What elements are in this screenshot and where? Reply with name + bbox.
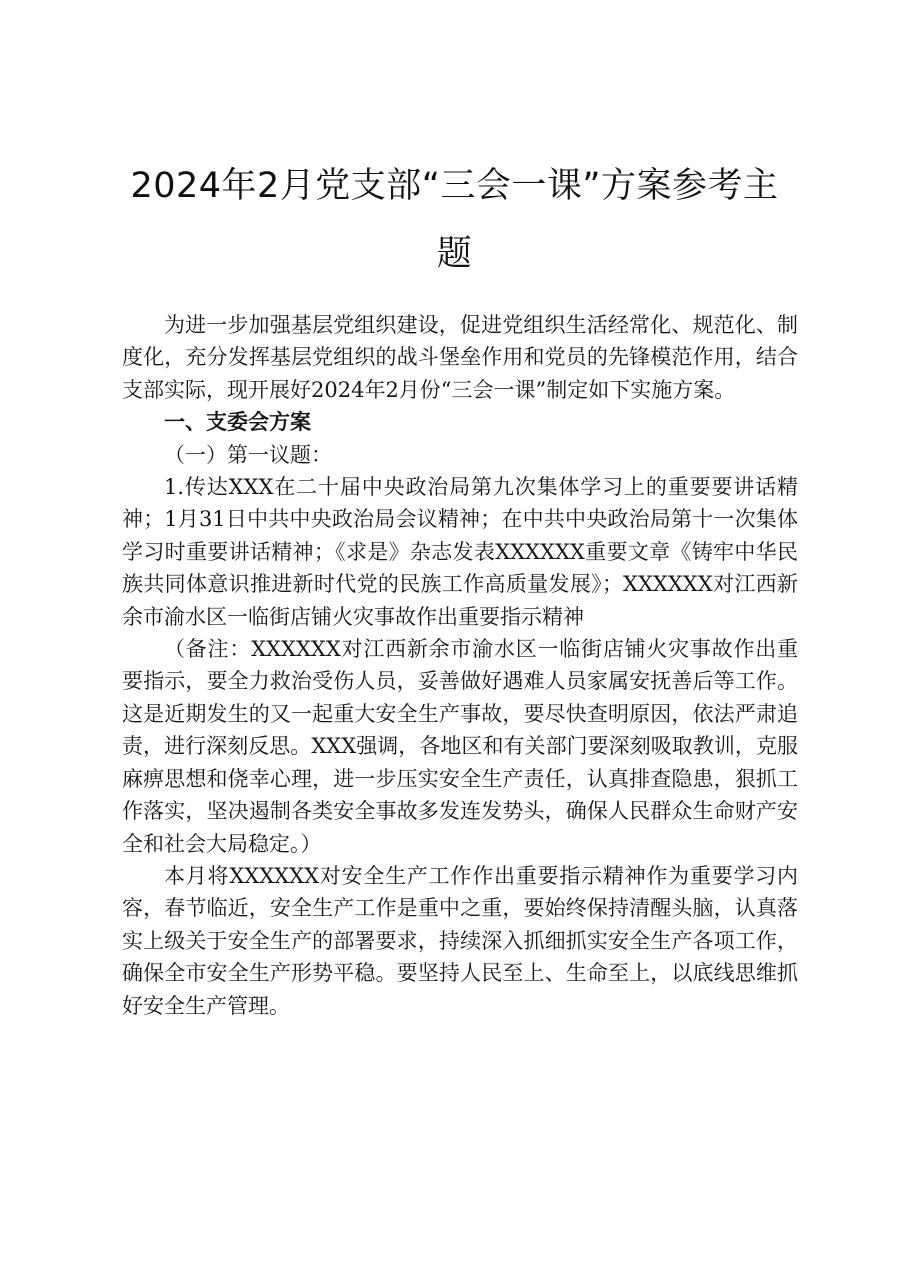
item-1-paragraph: 1.传达XXX在二十届中央政治局第九次集体学习上的重要要讲话精神；1月31日中共中央政治局会议精神；在中共中央政治局第十一次集体学习时重要讲话精神；《求是》杂志发表XXXXXX重要文章《铸牢中华民族共同体意识推进新时代党的民族工作高质量发展》；XXXXXX对江西新余市渝水区一临街店铺火灾事故作出重要指示精神	[122, 475, 798, 629]
document-title: 2024年2月党支部“三会一课”方案参考主题	[130, 166, 779, 274]
intro-paragraph: 为进一步加强基层党组织建设，促进党组织生活经常化、规范化、制度化，充分发挥基层党组织的战斗堡垒作用和党员的先锋模范作用，结合支部实际，现开展好2024年2月份“三会一课”制定如下实施方案。	[122, 313, 798, 402]
subsection-heading-first-topic: （一）第一议题：	[164, 442, 332, 467]
note-paragraph: （备注：XXXXXX对江西新余市渝水区一临街店铺火灾事故作出重要指示，要全力救治受伤人员，妥善做好遇难人员家属安抚善后等工作。这是近期发生的又一起重大安全生产事故，要尽快查明原因，依法严肃追责，进行深刻反思。XXX强调，各地区和有关部门要深刻吸取教训，克服麻痹思想和侥幸心理，进一步压实安全生产责任，认真排查隐患，狠抓工作落实，坚决遏制各类安全事故多发连发势头，确保人民群众生命财产安全和社会大局稳定。）	[122, 637, 798, 856]
section-heading-branch-committee: 一、支委会方案	[164, 410, 311, 435]
document-body	[122, 309, 798, 1022]
month-focus-paragraph: 本月将XXXXXX对安全生产工作作出重要指示精神作为重要学习内容，春节临近，安全生产工作是重中之重，要始终保持清醒头脑，认真落实上级关于安全生产的部署要求，持续深入抓细抓实安全生产各项工作，确保全市安全生产形势平稳。要坚持人民至上、生命至上，以底线思维抓好安全生产管理。	[122, 863, 798, 1018]
